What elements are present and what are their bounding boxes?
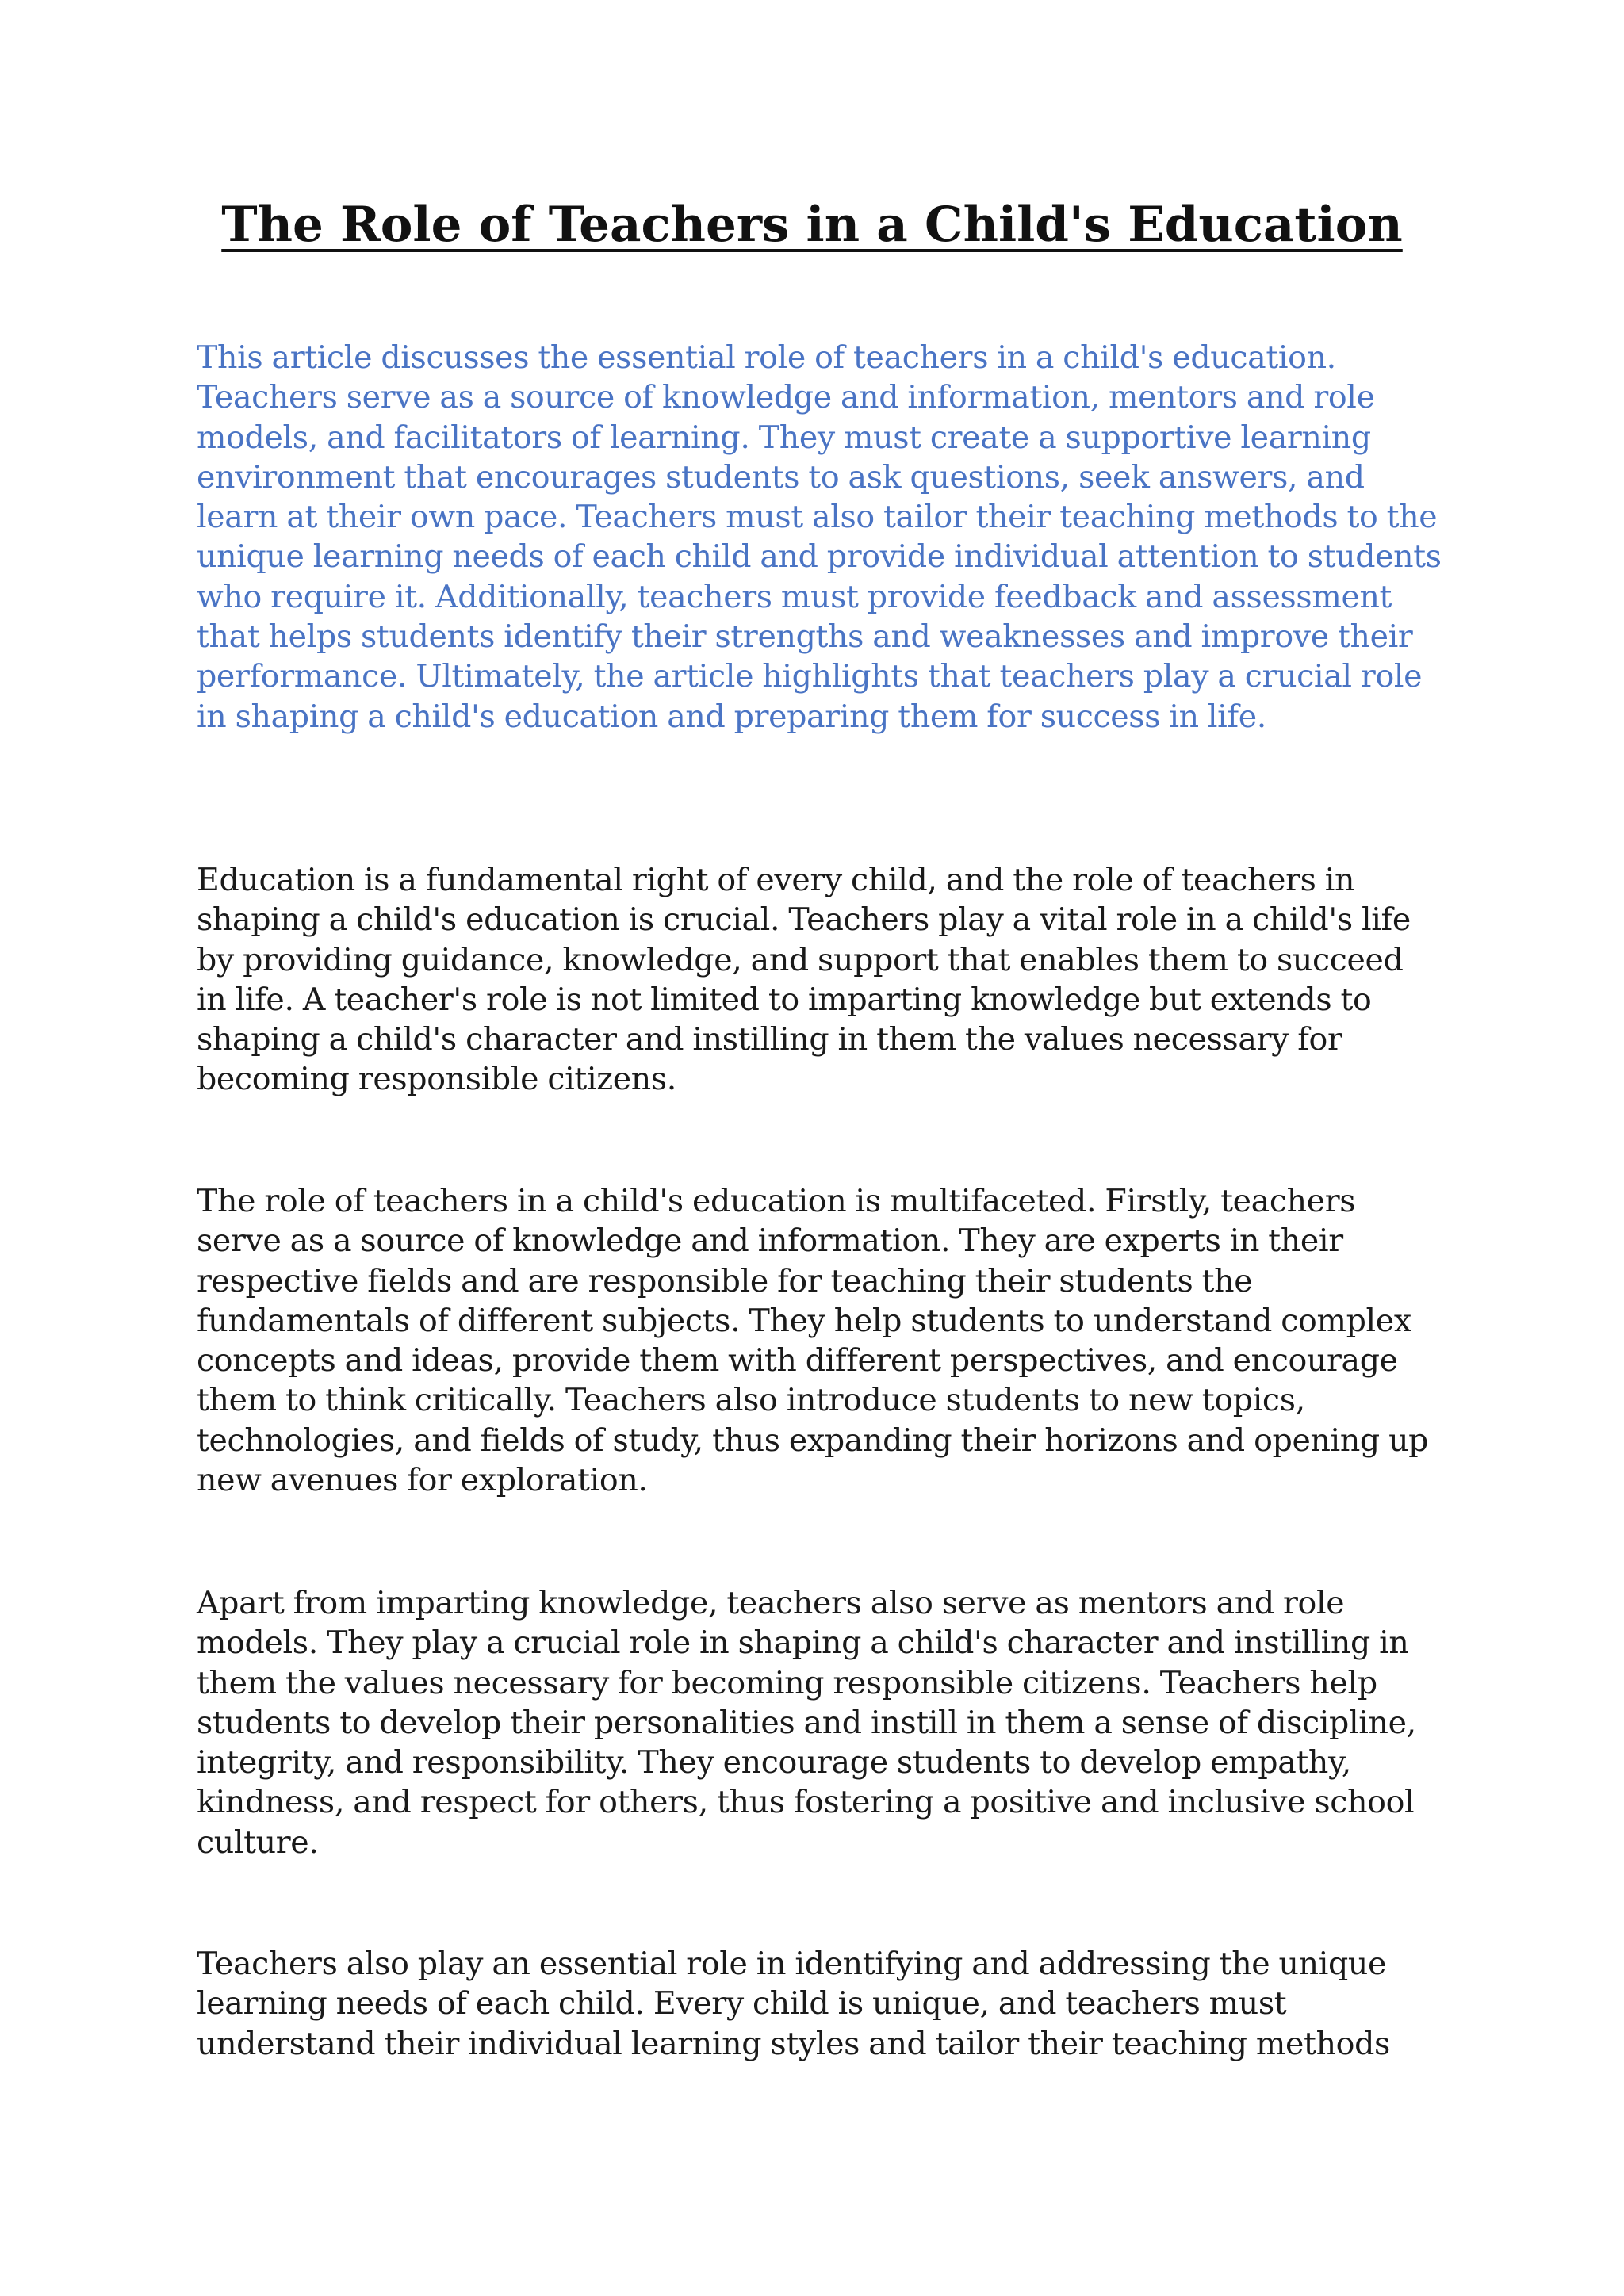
abstract-paragraph: This article discusses the essential role of teachers in a child's education. Teachers serve as a source of knowledge and information, mentors and role models, and facilitators of learning. They must create a supportive learning environment that encourages students to ask questions, seek answers, and learn at their own pace. Teachers must also tailor their teaching methods to the unique learning needs of each child and provide individual attention to students who require it. Additionally, teachers must provide feedback and assessment that helps students identify their strengths and weaknesses and improve their performance. Ultimately, the article highlights that teachers play a crucial role in shaping a child's education and preparing them for success in life. [197,339,1442,735]
body-paragraph-4: Teachers also play an essential role in identifying and addressing the unique learning needs of each child. Every child is unique, and teachers must understand their individual learning styles and tailor their teaching methods [197,1946,1390,2062]
body-paragraph-2: The role of teachers in a child's education is multifaceted. Firstly, teachers serve as a source of knowledge and information. They are experts in their respective fields and are responsible for teaching their students the fundamentals of different subjects. They help students to understand complex concepts and ideas, provide them with different perspectives, and encourage them to think critically. Teachers also introduce students to new topics, technologies, and fields of study, thus expanding their horizons and opening up new avenues for exploration. [197,1183,1429,1499]
document-title: The Role of Teachers in a Child's Education [221,197,1403,253]
body-paragraph-1: Education is a fundamental right of every child, and the role of teachers in shaping a child's education is crucial. Teachers play a vital role in a child's life by providing guidance, knowledge, and support that enables them to succeed in life. A teacher's role is not limited to imparting knowledge but extends to shaping a child's character and instilling in them the values necessary for becoming responsible citizens. [197,862,1411,1098]
body-paragraph-3: Apart from imparting knowledge, teachers also serve as mentors and role models. They play a crucial role in shaping a child's character and instilling in them the values necessary for becoming responsible citizens. Teachers help students to develop their personalities and instill in them a sense of discipline, integrity, and responsibility. They encourage students to develop empathy, kindness, and respect for others, thus fostering a positive and inclusive school culture. [197,1585,1416,1861]
